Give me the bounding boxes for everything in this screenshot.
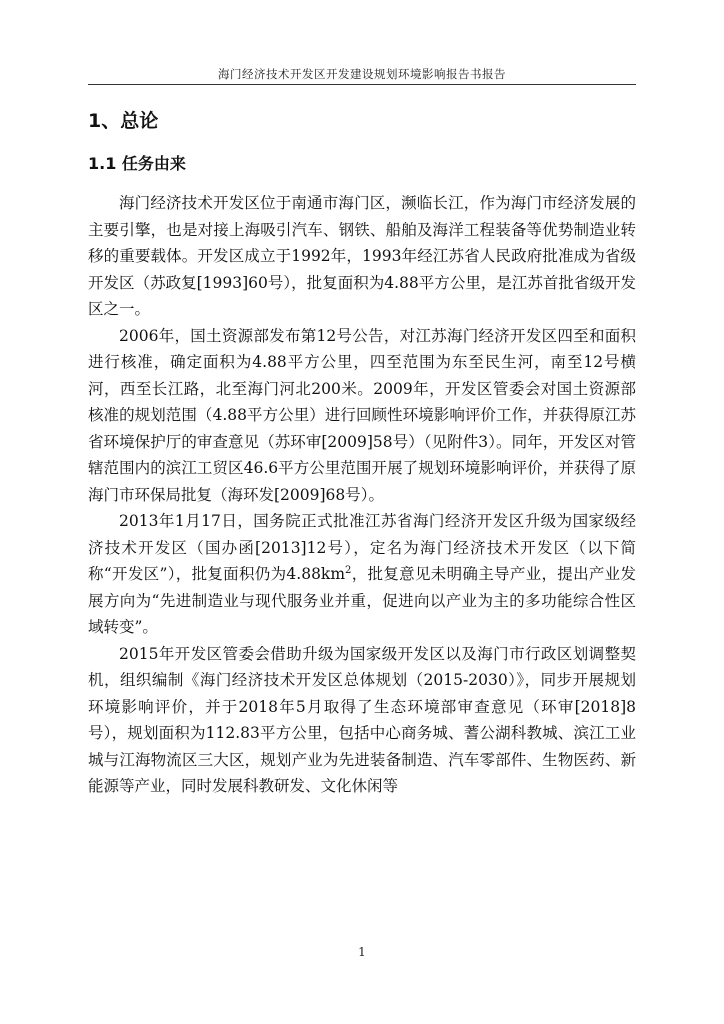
- body-text: [88, 190, 636, 800]
- running-header: 海门经济技术开发区开发建设规划环境影响报告书报告: [218, 67, 506, 81]
- paragraph-4: 2015年开发区管委会借助升级为国家级开发区以及海门市行政区划调整契机，组织编制《海门经济技术开发区总体规划（2015-2030）》，同步开展规划环境影响评价，并于2018年5月取得了生态环境部审查意见（环审[2018]8号），规划面积为112.83平方公里，包括中心商务城、蓍公湖科教城、滨江工业城与江海物流区三大区，规划产业为先进装备制造、汽车零部件、生物医药、新能源等产业，同时发展科教研发、文化休闲等: [88, 644, 636, 795]
- paragraph-3-tail: ，批复意见未明确主导产业，提出产业发展方向为“先进制造业与现代服务业并重，促进向以产业为主的多功能综合性区域转变”。: [88, 565, 636, 636]
- paragraph-1: 海门经济技术开发区位于南通市海门区，濒临长江，作为海门市经济发展的主要引擎，也是对接上海吸引汽车、钢铁、船舶及海洋工程装备等优势制造业转移的重要载体。开发区成立于1992年，1993年经江苏省人民政府批准成为省级开发区（苏政复[1993]60号），批复面积为4.88平方公里，是江苏首批省级开发区之一。: [88, 194, 636, 318]
- page-number: 1: [358, 945, 366, 959]
- chapter-title: 1、总论: [88, 110, 159, 132]
- header-rule: [88, 84, 636, 85]
- section-title: 1.1 任务由来: [88, 154, 186, 173]
- paragraph-2: 2006年，国土资源部发布第12号公告，对江苏海门经济开发区四至和面积进行核准，确定面积为4.88平方公里，四至范围为东至民生河，南至12号横河，西至长江路，北至海门河北200米。2009年，开发区管委会对国土资源部核准的规划范围（4.88平方公里）进行回顾性环境影响评价工作，并获得原江苏省环境保护厅的审查意见（苏环审[2009]58号）（见附件3）。同年，开发区对管辖范围内的滨江工贸区46.6平方公里范围开展了规划环境影响评价，并获得了原海门市环保局批复（海环发[2009]68号）。: [88, 326, 636, 504]
- superscript-exponent: 2: [345, 564, 352, 576]
- paragraph-3-main: 2013年1月17日，国务院正式批准江苏省海门经济开发区升级为国家级经济技术开发区（国办函[2013]12号），定名为海门经济技术开发区（以下简称“开发区”），批复面积仍为4.88km: [88, 512, 636, 583]
- paragraph-3: [88, 508, 636, 641]
